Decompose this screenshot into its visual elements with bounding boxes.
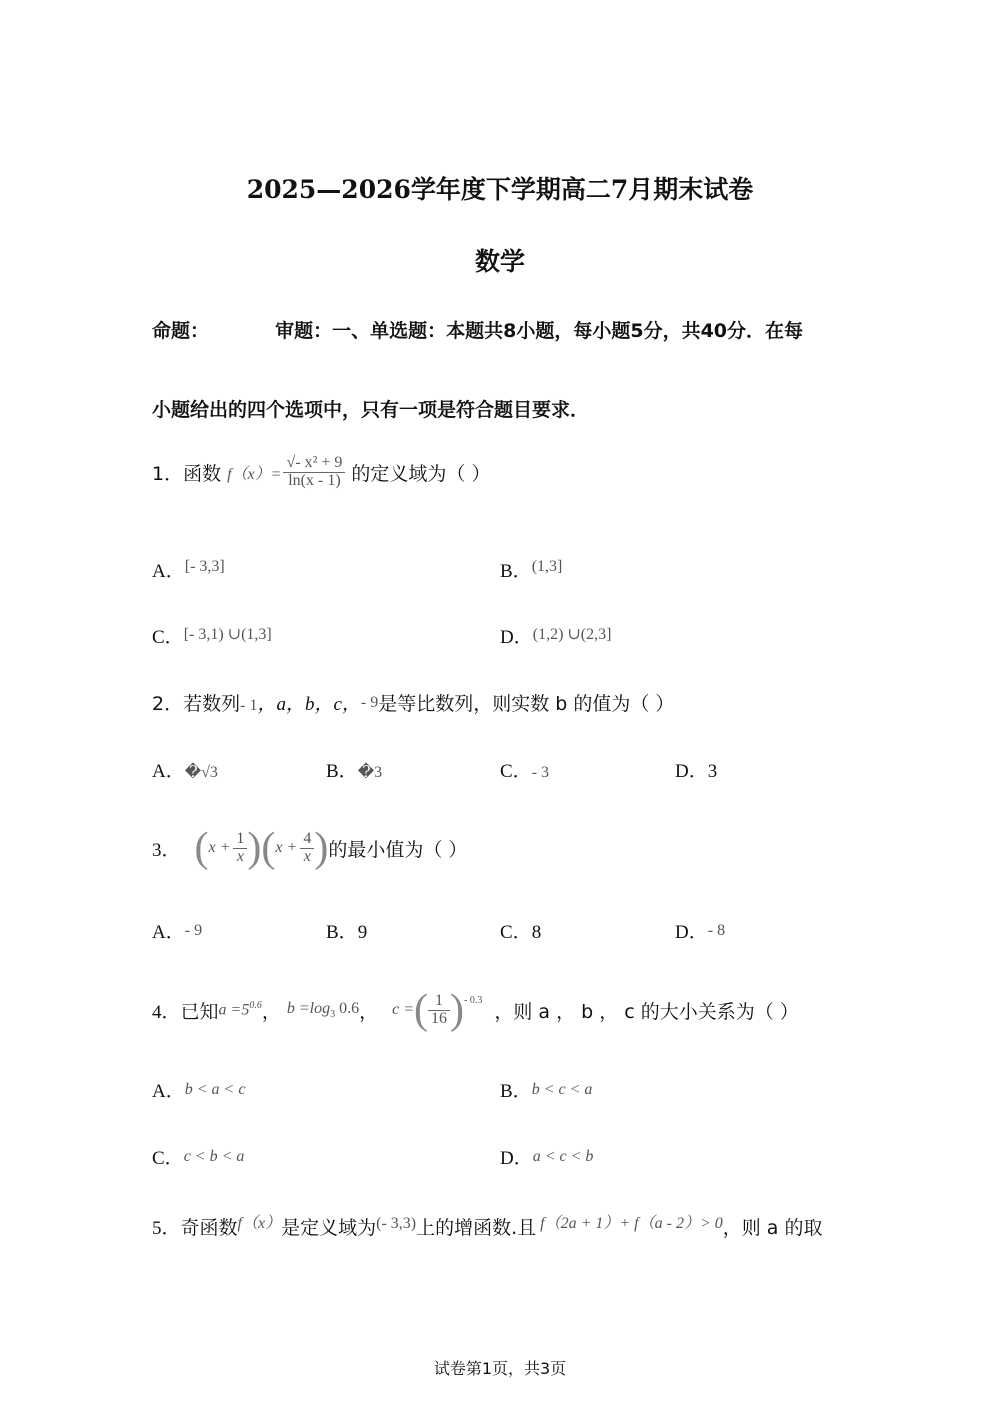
denominator: x xyxy=(236,847,244,865)
intro-line-2: 小题给出的四个选项中，只有一项是符合题目要求． xyxy=(152,399,590,421)
fraction xyxy=(428,993,450,1028)
denominator: ln(x - 1) xyxy=(288,471,341,489)
option-label: B． xyxy=(500,561,532,582)
option-value: - 9 xyxy=(184,922,203,939)
product-expression xyxy=(195,827,329,869)
b-definition xyxy=(287,1000,359,1020)
function-f: f（x） xyxy=(237,1215,282,1232)
question-stem: 奇函数 xyxy=(180,1217,238,1239)
option-value: 9 xyxy=(357,922,368,943)
numerator: √- x² + 9 xyxy=(283,455,345,473)
option-label: C． xyxy=(500,922,532,943)
question-stem-end: 的定义域为（ ） xyxy=(351,462,491,485)
question-stem-end: 的最小值为（ ） xyxy=(328,838,468,861)
x-plus: x + xyxy=(275,839,298,856)
c-exponent: - 0.3 xyxy=(464,995,483,1006)
q4-option-d[interactable] xyxy=(500,1143,593,1170)
log-arg: 0.6 xyxy=(335,999,360,1017)
option-value: (1,2) ∪(2,3] xyxy=(532,626,612,643)
option-value: b < c < a xyxy=(531,1081,593,1098)
q1-option-a[interactable] xyxy=(152,556,225,583)
left-paren: ( xyxy=(194,825,209,871)
q2-option-b[interactable] xyxy=(326,756,382,783)
exam-title: 2025—2026学年度下学期高二7月期末试卷 xyxy=(246,175,754,204)
middle-terms: ，a，b，c， xyxy=(257,694,361,715)
q3-option-d[interactable] xyxy=(675,917,725,944)
option-label: B． xyxy=(500,1081,532,1102)
option-label: A． xyxy=(152,1081,185,1102)
right-paren: ) xyxy=(314,825,329,871)
c-definition xyxy=(392,989,482,1031)
option-value: b < a < c xyxy=(184,1081,246,1098)
option-value: a < c < b xyxy=(532,1148,594,1165)
option-label: D． xyxy=(500,1148,533,1169)
term-1: - 1 xyxy=(240,697,258,714)
q1-option-c[interactable] xyxy=(152,622,272,649)
separator: ， xyxy=(359,1000,379,1023)
denominator: 16 xyxy=(431,1009,448,1027)
left-paren: ( xyxy=(261,825,276,871)
option-label: C． xyxy=(152,1148,184,1169)
a-exponent: 0.6 xyxy=(249,1000,262,1012)
q2-option-d[interactable] xyxy=(675,756,717,783)
numerator: 4 xyxy=(300,831,314,849)
option-value: [- 3,3] xyxy=(184,558,225,575)
option-value: �3 xyxy=(357,764,383,781)
q3-option-b[interactable] xyxy=(326,917,367,944)
option-value: �√3 xyxy=(184,764,218,781)
option-label: A． xyxy=(152,922,185,943)
option-value: 8 xyxy=(531,922,542,943)
x-plus: x + xyxy=(208,839,231,856)
option-label: C． xyxy=(152,627,184,648)
question-3 xyxy=(152,808,467,888)
function-lhs: f（x）= xyxy=(227,465,282,483)
option-value: [- 3,1) ∪(1,3] xyxy=(183,626,272,643)
q4-option-a[interactable] xyxy=(152,1076,245,1103)
question-stem-mid-2: 上的增函数.且 xyxy=(416,1217,537,1239)
a-definition xyxy=(219,1000,262,1019)
option-value: c < b < a xyxy=(183,1148,245,1165)
q1-option-b[interactable] xyxy=(500,556,562,583)
question-stem-end: 是等比数列，则实数 b 的值为（ ） xyxy=(378,693,675,715)
inequality: f（2a + 1）+ f（a - 2）> 0 xyxy=(540,1215,723,1232)
question-stem-end: ，则 a 的取 xyxy=(722,1217,823,1239)
numerator: 1 xyxy=(233,831,247,849)
q3-option-c[interactable] xyxy=(500,917,541,944)
option-label: B． xyxy=(326,922,358,943)
subject-title: 数学 xyxy=(474,247,525,276)
fraction-1 xyxy=(233,831,247,866)
question-2 xyxy=(152,689,674,716)
q2-option-c[interactable] xyxy=(500,756,549,783)
question-stem-end: ，则 a ， b ， c 的大小关系为（ ） xyxy=(494,1000,799,1023)
separator: ， xyxy=(261,1000,281,1023)
page-footer: 试卷第1页，共3页 xyxy=(433,1359,567,1378)
option-label: A． xyxy=(152,561,185,582)
option-value: 3 xyxy=(707,761,718,782)
question-stem-mid: 是定义域为 xyxy=(281,1217,377,1239)
option-label: D． xyxy=(500,627,533,648)
question-number: 4． xyxy=(152,1001,181,1023)
q4-option-c[interactable] xyxy=(152,1143,244,1170)
option-label: D． xyxy=(675,761,708,782)
question-stem: 函数 xyxy=(183,462,222,485)
b-expr: b =log xyxy=(286,999,331,1017)
left-paren: ( xyxy=(414,987,429,1033)
option-label: A． xyxy=(152,761,185,782)
q4-option-b[interactable] xyxy=(500,1076,592,1103)
question-number: 1． xyxy=(152,462,184,485)
option-label: C． xyxy=(500,761,532,782)
domain-interval: (- 3,3) xyxy=(376,1215,417,1232)
option-value: (1,3] xyxy=(531,558,563,575)
option-value: - 3 xyxy=(531,764,550,781)
question-number: 3． xyxy=(152,839,181,861)
log-base: 3 xyxy=(330,1009,336,1021)
question-stem: 若数列 xyxy=(183,693,241,715)
option-value: - 8 xyxy=(707,922,726,939)
option-label: D． xyxy=(675,922,708,943)
question-number: 5． xyxy=(152,1218,181,1239)
q1-option-d[interactable] xyxy=(500,622,611,649)
q3-option-a[interactable] xyxy=(152,917,202,944)
right-paren: ) xyxy=(450,987,465,1033)
question-5 xyxy=(152,1210,823,1240)
a-expr: a =5 xyxy=(218,1001,250,1019)
question-1 xyxy=(152,455,490,490)
denominator: x xyxy=(303,847,311,865)
q2-option-a[interactable] xyxy=(152,756,218,783)
fraction-2 xyxy=(300,831,314,866)
right-paren: ) xyxy=(247,825,262,871)
question-stem: 已知 xyxy=(180,1000,219,1023)
numerator: 1 xyxy=(428,993,450,1011)
question-number: 2． xyxy=(152,693,184,715)
c-lhs: c = xyxy=(392,1001,415,1018)
question-4 xyxy=(152,970,799,1050)
intro-line-1: 命题： 审题：一、单选题：本题共8小题，每小题5分，共40分．在每 xyxy=(152,320,804,342)
fraction xyxy=(283,455,345,490)
term-5: - 9 xyxy=(360,694,379,711)
option-label: B． xyxy=(326,761,358,782)
